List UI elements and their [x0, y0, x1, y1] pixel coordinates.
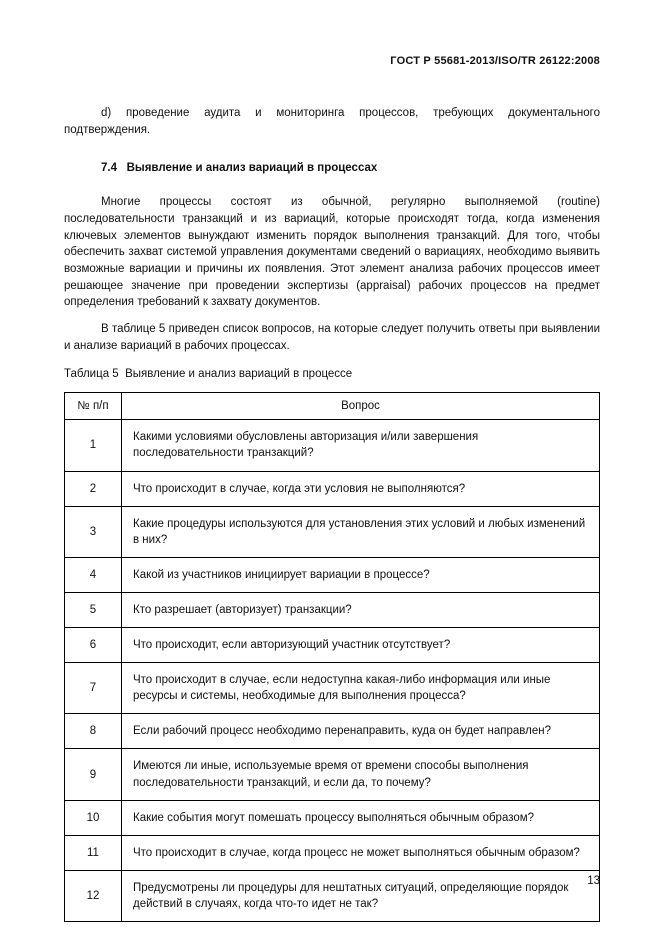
row-question: Какие события могут помешать процессу выполняться обычным образом?: [122, 800, 600, 835]
table-row: [65, 870, 600, 921]
row-number: 7: [65, 663, 122, 714]
table-header-row: [65, 393, 600, 420]
document-id-header: ГОСТ Р 55681-2013/ISO/TR 26122:2008: [390, 55, 600, 67]
row-question: Имеются ли иные, используемые время от времени способы выполнения последовательности транзакций, и если да, то почему?: [122, 749, 600, 800]
table-row: [65, 592, 600, 627]
row-number: 8: [65, 714, 122, 749]
table-row: [65, 628, 600, 663]
row-number: 11: [65, 835, 122, 870]
row-question: Что происходит в случае, когда эти условия не выполняются?: [122, 471, 600, 506]
row-number: 2: [65, 471, 122, 506]
row-question: Что происходит в случае, когда процесс не может выполняться обычным образом?: [122, 835, 600, 870]
column-header-question: Вопрос: [122, 393, 600, 420]
row-question: Какой из участников инициирует вариации в процессе?: [122, 557, 600, 592]
section-heading-7-4: 7.4 Выявление и анализ вариаций в процессах: [101, 162, 378, 175]
row-number: 9: [65, 749, 122, 800]
table-row: [65, 506, 600, 557]
table-row: [65, 749, 600, 800]
row-number: 12: [65, 870, 122, 921]
table-row: [65, 714, 600, 749]
row-question: Что происходит, если авторизующий участник отсутствует?: [122, 628, 600, 663]
row-question: Какими условиями обусловлены авторизация и/или завершения последовательности транзакций?: [122, 420, 600, 471]
row-number: 4: [65, 557, 122, 592]
questions-table-head: [65, 393, 600, 420]
row-question: Кто разрешает (авторизует) транзакции?: [122, 592, 600, 627]
table-caption: Таблица 5 Выявление и анализ вариаций в процессе: [64, 368, 353, 381]
row-question: Если рабочий процесс необходимо перенаправить, куда он будет направлен?: [122, 714, 600, 749]
questions-table: [64, 392, 600, 922]
paragraph-table-reference: В таблице 5 приведен список вопросов, на которые следует получить ответы при выявлении и анализе вариаций в рабочих процессах.: [64, 323, 600, 352]
table-row: [65, 471, 600, 506]
row-number: 3: [65, 506, 122, 557]
row-question: Какие процедуры используются для установления этих условий и любых изменений в них?: [122, 506, 600, 557]
list-item-d: d) проведение аудита и мониторинга процессов, требующих документального подтверждения.: [64, 107, 600, 136]
row-number: 6: [65, 628, 122, 663]
row-question: Что происходит в случае, если недоступна какая-либо информация или иные ресурсы и системы, необходимые для выполнения процесса?: [122, 663, 600, 714]
row-number: 5: [65, 592, 122, 627]
table-row: [65, 835, 600, 870]
table-row: [65, 557, 600, 592]
row-question: Предусмотрены ли процедуры для нештатных ситуаций, определяющие порядок действий в случаях, когда что-то идет не так?: [122, 870, 600, 921]
questions-table-body: [65, 420, 600, 922]
table-row: [65, 800, 600, 835]
paragraph-variations-intro: Многие процессы состоят из обычной, регулярно выполняемой (routine) последовательности транзакций и из вариаций, которые происходят тогда, когда изменения ключевых элементов вынуждают изменить порядок выполнения транзакций. Для того, чтобы обеспечить захват системой управления документами сведений о вариациях, необходимо выявить возможные вариации и причины их появления. Этот элемент анализа рабочих процессов имеет решающее значение при проведении экспертизы (appraisal) рабочих процессов на предмет определения требований к захвату документов.: [64, 196, 600, 309]
table-row: [65, 663, 600, 714]
row-number: 10: [65, 800, 122, 835]
column-header-number: № п/п: [65, 393, 122, 420]
row-number: 1: [65, 420, 122, 471]
table-row: [65, 420, 600, 471]
page-number: 13: [587, 875, 600, 887]
